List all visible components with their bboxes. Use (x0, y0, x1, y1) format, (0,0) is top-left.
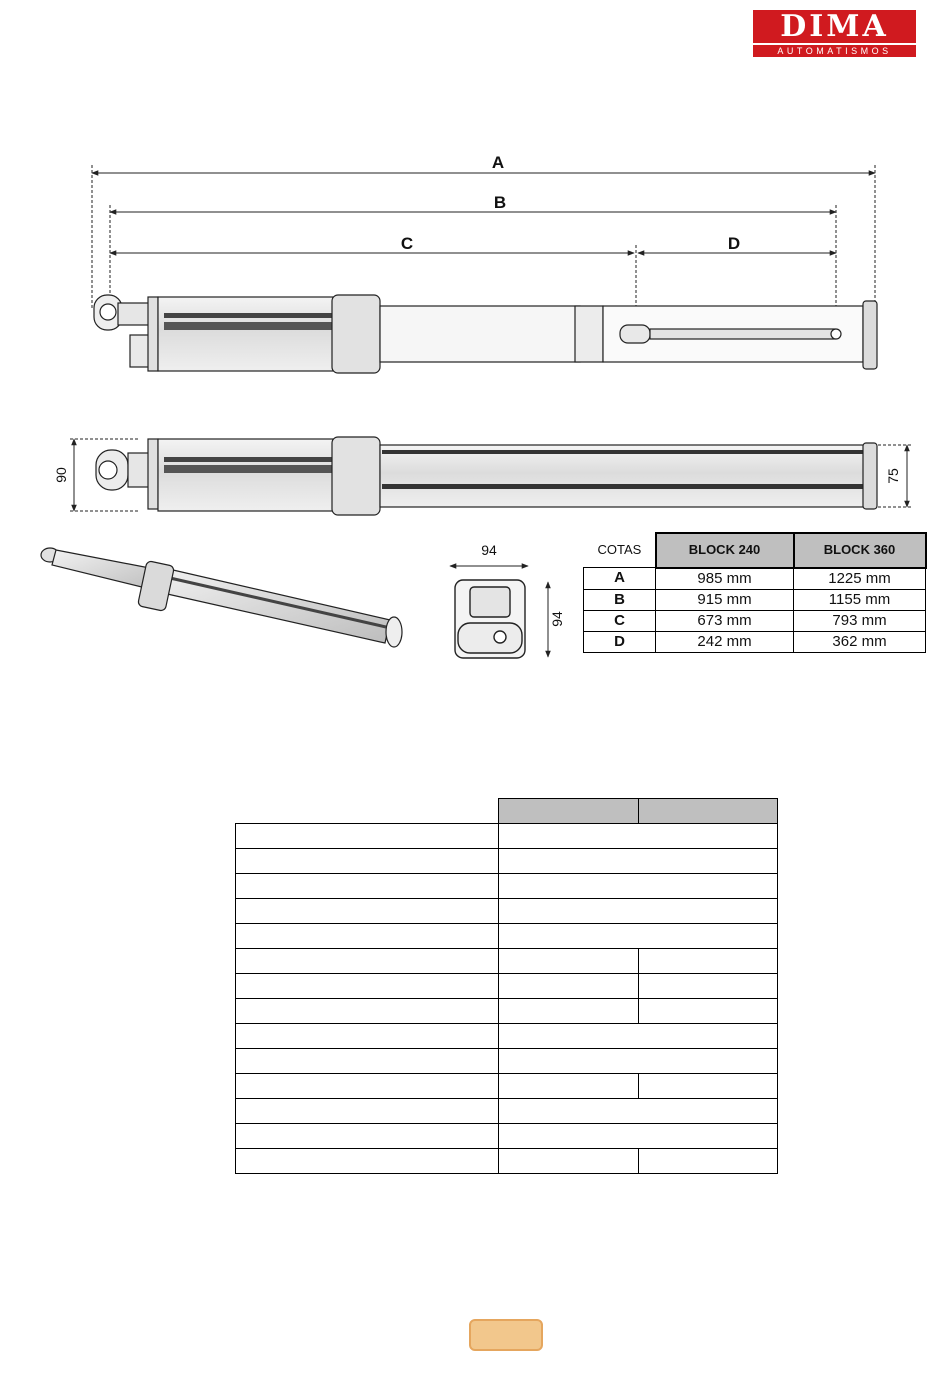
value-block-240: 915 mm (656, 589, 794, 610)
dimension-key: C (584, 610, 656, 631)
spec-label-cell (236, 999, 499, 1024)
front-height-label: 94 (549, 611, 565, 627)
dimension-b-label: B (493, 193, 507, 212)
spec-value-cell (499, 949, 638, 974)
spec-label-cell (236, 1099, 499, 1124)
spec-label-cell (236, 874, 499, 899)
spec-value-cell (499, 1024, 778, 1049)
spec-value-cell (499, 974, 638, 999)
spec-value-cell (499, 924, 778, 949)
specifications-table (235, 798, 778, 1174)
value-block-360: 362 mm (794, 631, 926, 652)
cotas-label: COTAS (597, 542, 642, 557)
dimension-d-label: D (727, 234, 741, 253)
dimension-row-b (584, 589, 926, 610)
spec-value-cell (638, 974, 777, 999)
height-end-label: 75 (885, 468, 901, 484)
spec-row (236, 824, 778, 849)
spec-label-cell (236, 949, 499, 974)
value-block-360: 793 mm (794, 610, 926, 631)
spec-row (236, 1124, 778, 1149)
value-block-360: 1155 mm (794, 589, 926, 610)
dimension-key: A (584, 568, 656, 590)
spec-value-cell (499, 1149, 638, 1174)
spec-label-cell (236, 849, 499, 874)
actuator-front-view (455, 580, 525, 658)
spec-row (236, 899, 778, 924)
col-block-360: BLOCK 360 (794, 533, 926, 568)
spec-label-cell (236, 1049, 499, 1074)
page-number-marker (469, 1319, 543, 1351)
spec-value-cell (499, 899, 778, 924)
actuator-top-view (94, 295, 877, 373)
actuator-perspective-view (41, 548, 402, 647)
spec-value-cell (499, 1099, 778, 1124)
spec-value-cell (499, 1074, 638, 1099)
spec-value-cell (638, 949, 777, 974)
spec-value-cell (499, 824, 778, 849)
dimensions-header-row (584, 533, 926, 568)
spec-row (236, 1049, 778, 1074)
spec-label-cell (236, 1149, 499, 1174)
dimension-key: D (584, 631, 656, 652)
spec-value-cell (499, 1124, 778, 1149)
spec-value-cell (499, 874, 778, 899)
front-width-label: 94 (481, 542, 497, 558)
value-block-240: 242 mm (656, 631, 794, 652)
dimension-row-c (584, 610, 926, 631)
spec-label-cell (236, 1124, 499, 1149)
spec-label-cell (236, 1024, 499, 1049)
col-block-240: BLOCK 240 (656, 533, 794, 568)
value-block-360: 1225 mm (794, 568, 926, 590)
spec-value-cell (638, 1149, 777, 1174)
dimensions-table (583, 532, 925, 653)
spec-value-cell (499, 849, 778, 874)
spec-value-cell (638, 999, 777, 1024)
spec-row (236, 849, 778, 874)
actuator-side-view (96, 437, 877, 515)
spec-header-cell (638, 799, 777, 824)
spec-row (236, 949, 778, 974)
spec-header-row (236, 799, 778, 824)
spec-row (236, 1099, 778, 1124)
dimension-key: B (584, 589, 656, 610)
spec-value-cell (499, 1049, 778, 1074)
spec-row (236, 974, 778, 999)
value-block-240: 673 mm (656, 610, 794, 631)
spec-header-blank (236, 799, 499, 824)
spec-label-cell (236, 1074, 499, 1099)
brand-logo (753, 10, 916, 57)
spec-row (236, 874, 778, 899)
spec-row (236, 1074, 778, 1099)
spec-label-cell (236, 974, 499, 999)
dimension-row-a (584, 568, 926, 590)
dimension-row-d (584, 631, 926, 652)
dimension-a-label: A (491, 153, 505, 172)
spec-value-cell (499, 999, 638, 1024)
spec-label-cell (236, 924, 499, 949)
spec-header-cell (499, 799, 638, 824)
height-side-label: 90 (53, 467, 69, 483)
spec-row (236, 999, 778, 1024)
spec-row (236, 1149, 778, 1174)
spec-label-cell (236, 899, 499, 924)
spec-row (236, 924, 778, 949)
value-block-240: 985 mm (656, 568, 794, 590)
dimension-c-label: C (400, 234, 414, 253)
spec-label-cell (236, 824, 499, 849)
spec-row (236, 1024, 778, 1049)
brand-subtitle: AUTOMATISMOS (753, 45, 916, 57)
spec-value-cell (638, 1074, 777, 1099)
brand-name: DIMA (753, 10, 916, 43)
